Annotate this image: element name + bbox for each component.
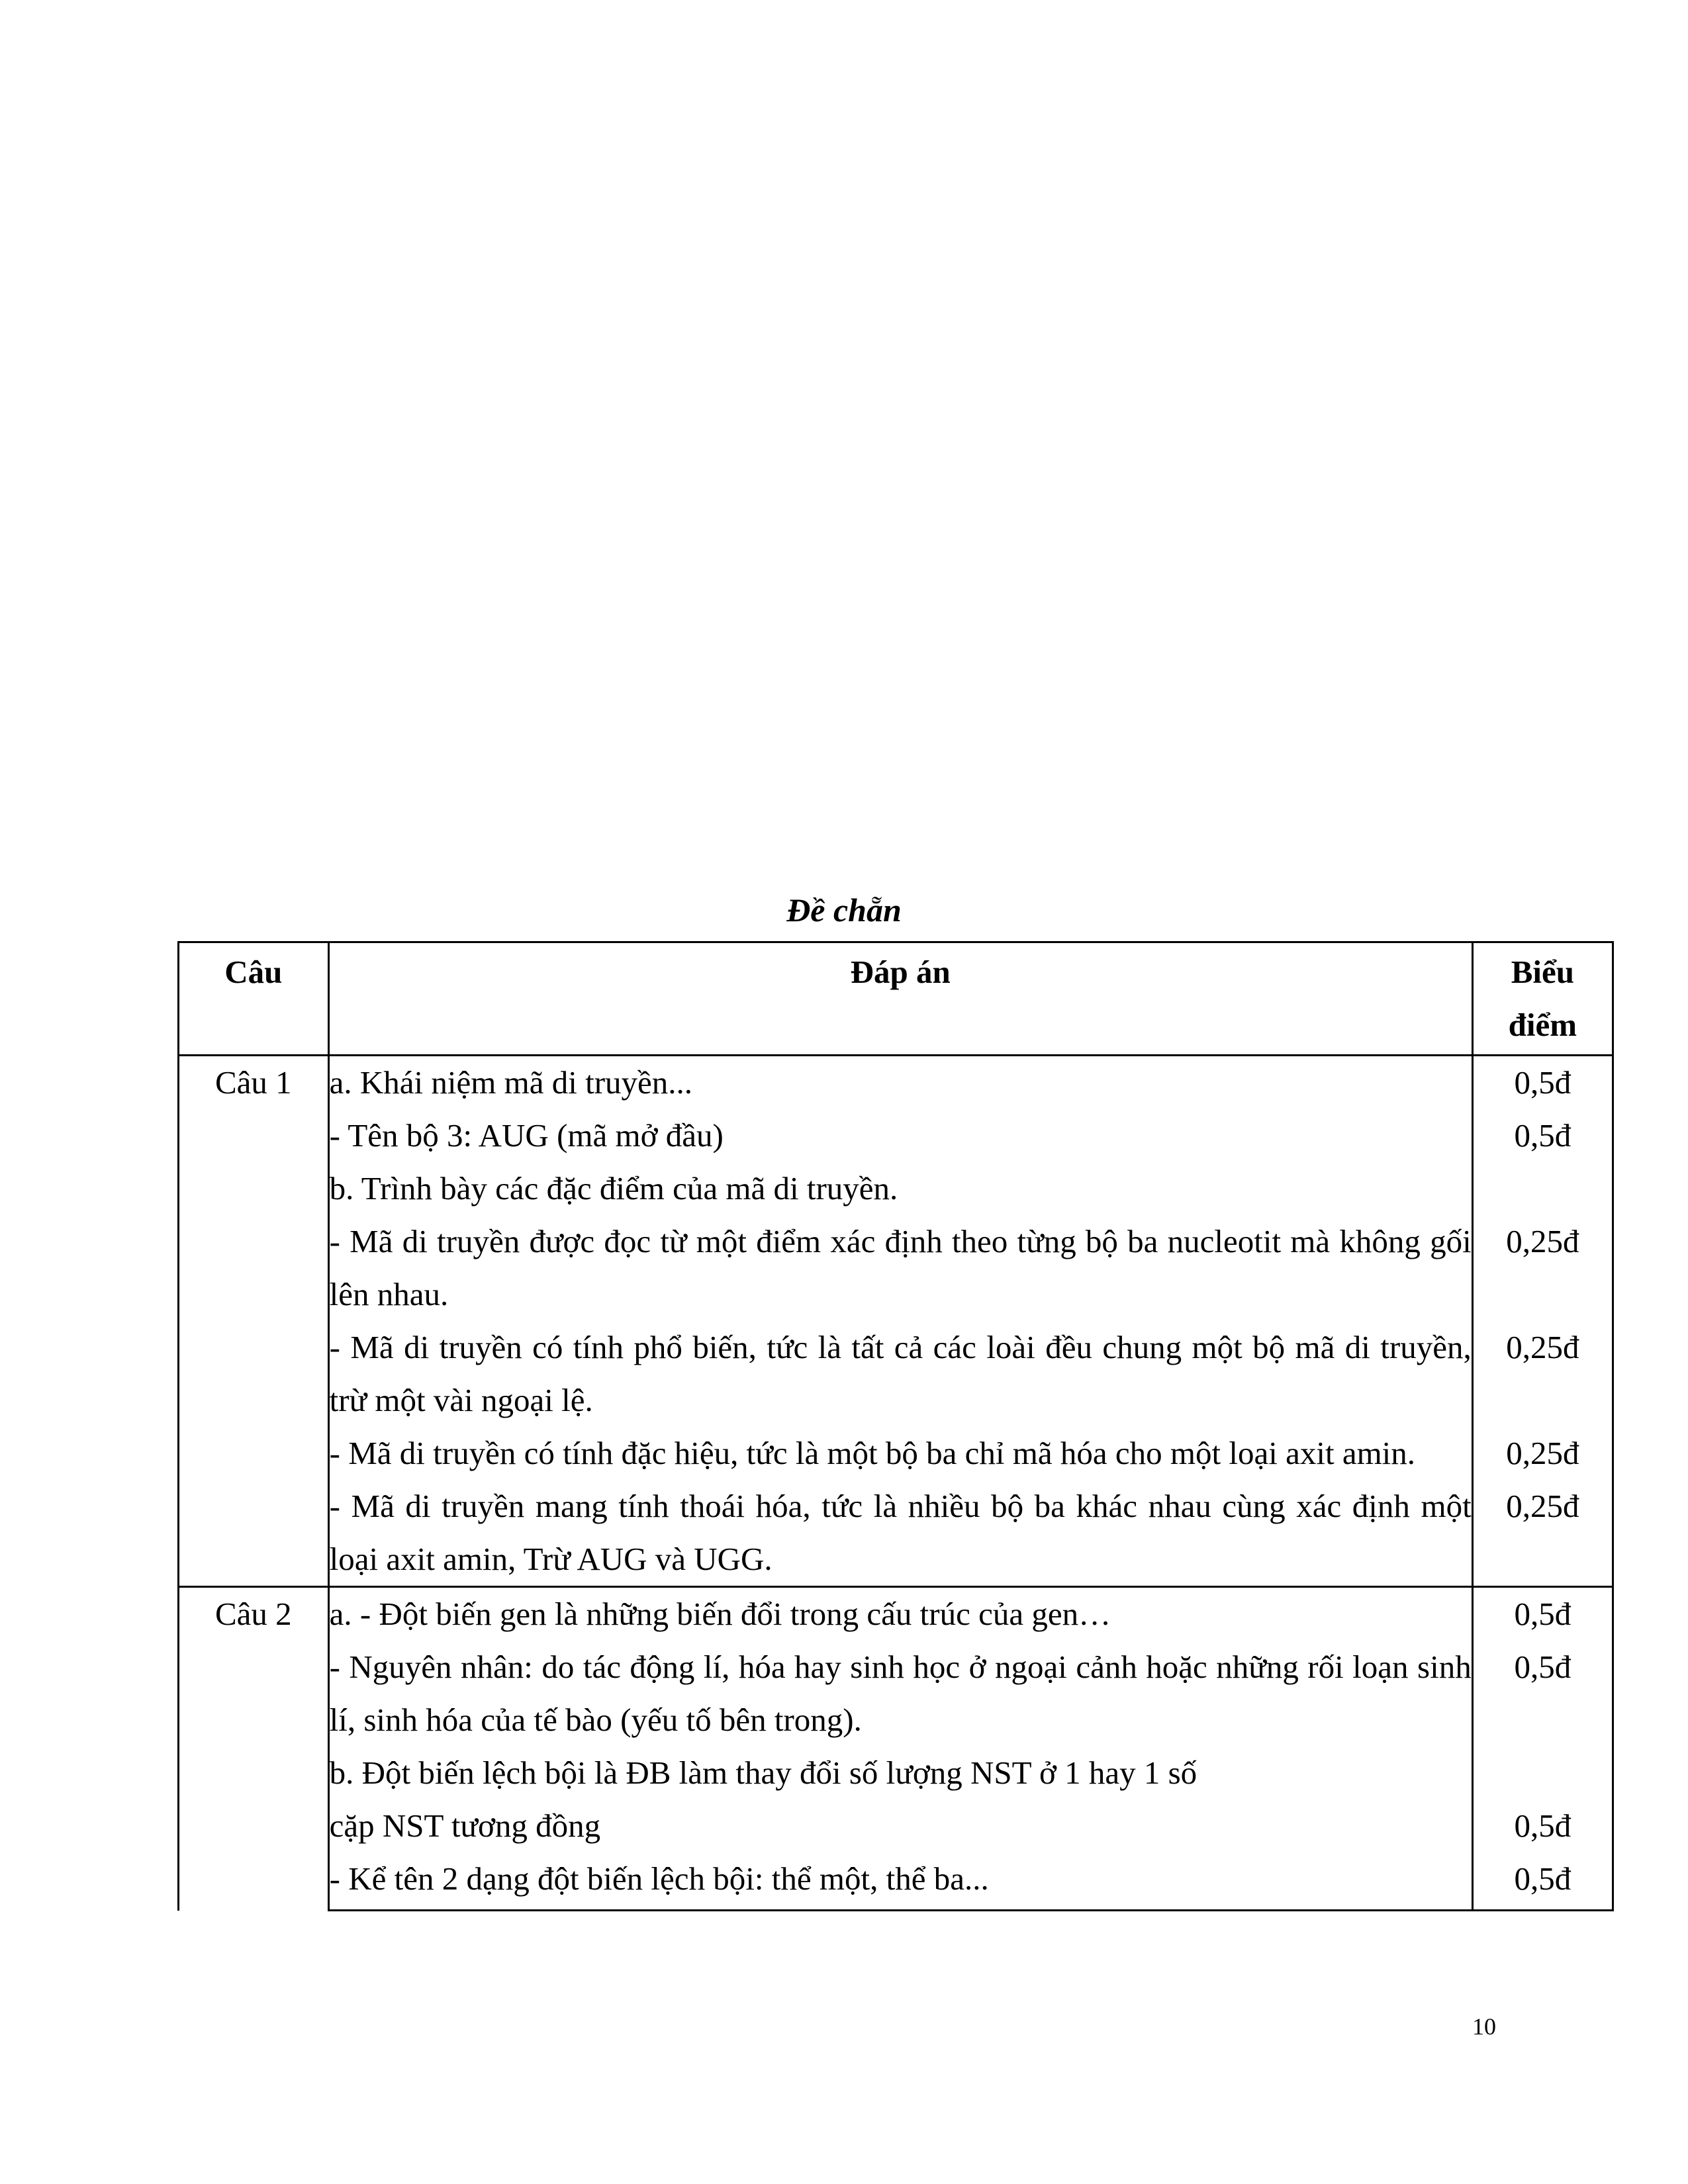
answer-text: - Nguyên nhân: do tác động lí, hóa hay sinh học ở ngoại cảnh hoặc những rối loạn sinh lí, sinh hóa của tế bào (yếu tố bên trong). (328, 1641, 1472, 1747)
table-row (179, 1427, 1613, 1480)
table-row (179, 1056, 1613, 1110)
page-number: 10 (1472, 2013, 1496, 2040)
table-row (179, 1852, 1613, 1911)
header-score (1472, 942, 1613, 1056)
question-label: Câu 2 (179, 1587, 329, 1911)
answer-key-table (177, 941, 1614, 1911)
table-header-row (179, 942, 1613, 1056)
answer-text: - Mã di truyền có tính đặc hiệu, tức là một bộ ba chỉ mã hóa cho một loại axit amin. (328, 1427, 1472, 1480)
score-value: 0,25đ (1472, 1427, 1613, 1480)
question-label: Câu 1 (179, 1056, 329, 1587)
score-value: 0,25đ (1472, 1215, 1613, 1321)
answer-text: - Kể tên 2 dạng đột biến lệch bội: thể một, thể ba... (328, 1852, 1472, 1911)
score-value: 0,5đ (1472, 1799, 1613, 1852)
answer-text: - Mã di truyền có tính phổ biến, tức là tất cả các loài đều chung một bộ mã di truyền, trừ một vài ngoại lệ. (328, 1321, 1472, 1427)
answer-text: - Mã di truyền mang tính thoái hóa, tức là nhiều bộ ba khác nhau cùng xác định một loại axit amin, Trừ AUG và UGG. (328, 1480, 1472, 1587)
section-title: Đề chẵn (786, 891, 902, 929)
score-value: 0,25đ (1472, 1480, 1613, 1587)
score-value: 0,5đ (1472, 1641, 1613, 1747)
table-row (179, 1321, 1613, 1427)
header-score-line2: điểm (1508, 1007, 1577, 1043)
answer-text: a. - Đột biến gen là những biến đổi trong cấu trúc của gen… (328, 1587, 1472, 1641)
answer-text: - Tên bộ 3: AUG (mã mở đầu) (328, 1109, 1472, 1162)
score-value: 0,5đ (1472, 1056, 1613, 1110)
header-question: Câu (179, 942, 329, 1056)
score-value (1472, 1162, 1613, 1215)
answer-text: cặp NST tương đồng (328, 1799, 1472, 1852)
score-value: 0,5đ (1472, 1109, 1613, 1162)
table-row (179, 1641, 1613, 1747)
answer-text: b. Đột biến lệch bội là ĐB làm thay đổi số lượng NST ở 1 hay 1 số (328, 1747, 1472, 1799)
answer-text: - Mã di truyền được đọc từ một điểm xác định theo từng bộ ba nucleotit mà không gối lên nhau. (328, 1215, 1472, 1321)
table-row (179, 1480, 1613, 1587)
score-value (1472, 1747, 1613, 1799)
table-row (179, 1162, 1613, 1215)
table-row (179, 1747, 1613, 1799)
header-answer: Đáp án (328, 942, 1472, 1056)
score-value: 0,5đ (1472, 1852, 1613, 1911)
table-row (179, 1109, 1613, 1162)
score-value: 0,25đ (1472, 1321, 1613, 1427)
score-value: 0,5đ (1472, 1587, 1613, 1641)
table-row (179, 1587, 1613, 1641)
answer-text: b. Trình bày các đặc điểm của mã di truyền. (328, 1162, 1472, 1215)
header-score-line1: Biểu (1511, 954, 1574, 990)
table-row (179, 1799, 1613, 1852)
answer-text: a. Khái niệm mã di truyền... (328, 1056, 1472, 1110)
table-row (179, 1215, 1613, 1321)
